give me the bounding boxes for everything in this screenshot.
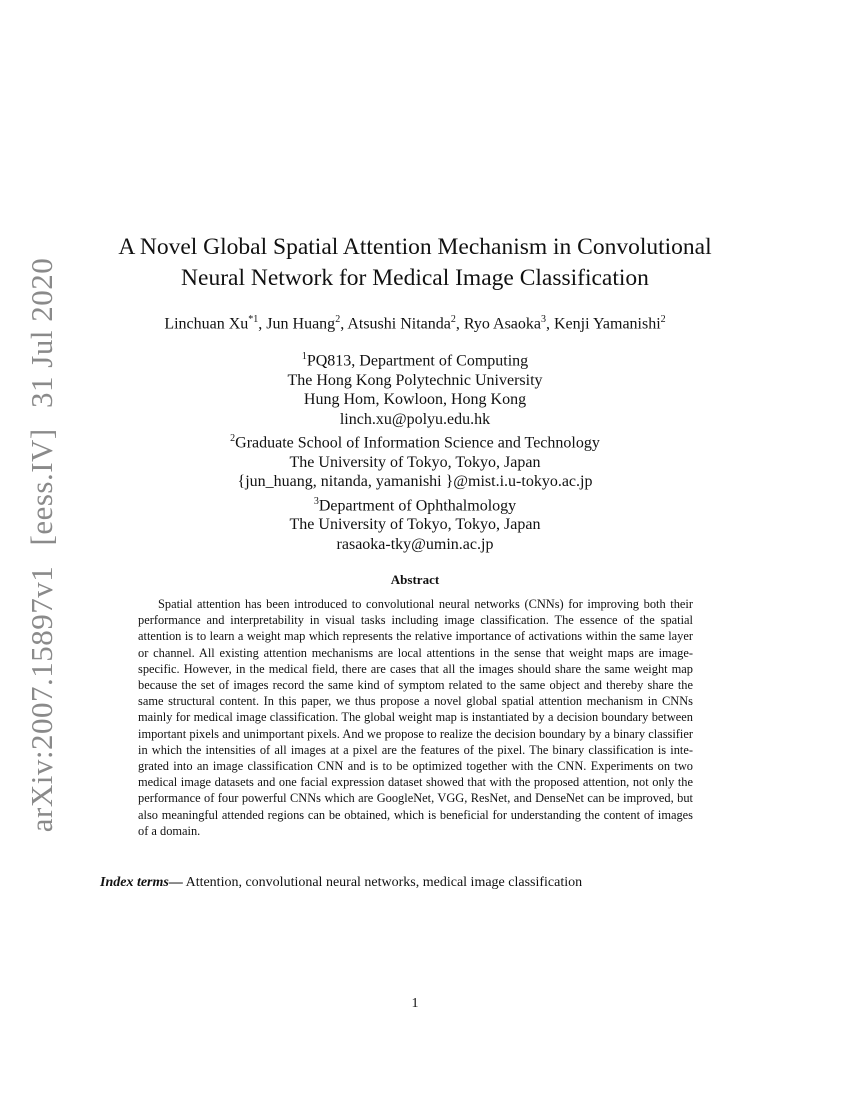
affiliation-1-institution: The Hong Kong Polytechnic University <box>287 371 543 389</box>
title-line-1: A Novel Global Spatial Attention Mechanism in Convolutional <box>118 234 712 260</box>
index-terms <box>100 875 720 891</box>
affiliation-3-institution: The University of Tokyo, Tokyo, Japan <box>289 516 541 534</box>
arxiv-date: 31 Jul 2020 <box>24 257 59 408</box>
author-affiliation-mark: 3 <box>541 314 546 325</box>
author-list <box>0 314 830 333</box>
affiliation-1-email: linch.xu@polyu.edu.hk <box>339 410 491 428</box>
affiliation-mark: 1 <box>301 351 307 362</box>
author-separator: , <box>546 315 554 333</box>
affiliation-2-dept: $^2$Graduate School of Information Science and Technology <box>230 432 600 452</box>
arxiv-category: [eess.IV] <box>24 428 59 546</box>
affiliation-1-dept: $^1$PQ813, Department of Computing <box>301 351 529 370</box>
abstract-text: Spatial attention has been introduced to convolutional neural networks (CNNs) for improving both their performance and interpretability in visual tasks including image classification. The essence of the spatial attention is to learn a weight map which represents the relative importance of activations within the same layer or channel. All existing attention mechanisms are local attentions in the sense that weight maps are image-specific. However, in the medical field, there are cases that all the images should share the same weight map because the set of images record the same kind of symptom related to the same object and thereby share the same structural content. In this paper, we thus propose a novel global spatial attention mechanism in CNNs mainly for medical image classification. The global weight map is instantiated by a decision boundary between important pixels and unimportant pixels. And we propose to realize the decision boundary by a binary classifier in which the intensities of all images at a pixel are the features of the pixel. The binary classification is integrated into an image classification CNN and is to be optimized together with the CNN. Experiments on two medical image datasets and one facial expression dataset showed that with the proposed attention, not only the performance of four powerful CNNs which are GoogleNet, VGG, ResNet, and DenseNet can be improved, but also meaningful attended regions can be obtained, which is beneficial for understanding the content of images of a domain. <box>138 597 693 838</box>
affiliation-2-email: {jun_huang, nitanda, yamanishi }@mist.i.u-tokyo.ac.jp <box>237 473 593 491</box>
author-name: Jun Huang <box>266 315 336 333</box>
affiliation-1-address: Hung Hom, Kowloon, Hong Kong <box>303 391 527 409</box>
author-affiliation-mark: 2 <box>450 314 456 325</box>
author-affiliation-mark: *1 <box>248 314 259 325</box>
author-separator: , <box>258 315 267 333</box>
affiliation-mark: 3 <box>313 495 319 507</box>
index-terms-text: Attention, convolutional neural networks, medical image classification <box>185 875 583 890</box>
author-separator: , <box>340 315 348 333</box>
affiliation-block <box>0 347 830 554</box>
affiliation-3-dept: $^3$Department of Ophthalmology <box>313 495 517 514</box>
title-line-2: Neural Network for Medical Image Classification <box>181 265 649 291</box>
author-name: Atsushi Nitanda <box>347 315 451 333</box>
author-name: Ryo Asaoka <box>463 315 541 333</box>
author-separator: , <box>455 315 464 333</box>
author-affiliation-mark: 2 <box>335 314 341 325</box>
author-name: Kenji Yamanishi <box>554 315 661 333</box>
index-terms-label: Index terms— <box>100 875 183 890</box>
affiliation-3-email: rasaoka-tky@umin.ac.jp <box>336 535 494 553</box>
affiliation-2-institution: The University of Tokyo, Tokyo, Japan <box>289 453 541 471</box>
author-name: Linchuan Xu <box>164 315 249 333</box>
abstract-heading: Abstract <box>390 572 440 587</box>
author-affiliation-mark: 2 <box>660 314 666 325</box>
affiliation-mark: 2 <box>230 432 236 444</box>
arxiv-id: arXiv:2007.15897v1 <box>24 565 59 833</box>
page-number: 1 <box>411 996 419 1011</box>
paper-title <box>0 232 830 294</box>
